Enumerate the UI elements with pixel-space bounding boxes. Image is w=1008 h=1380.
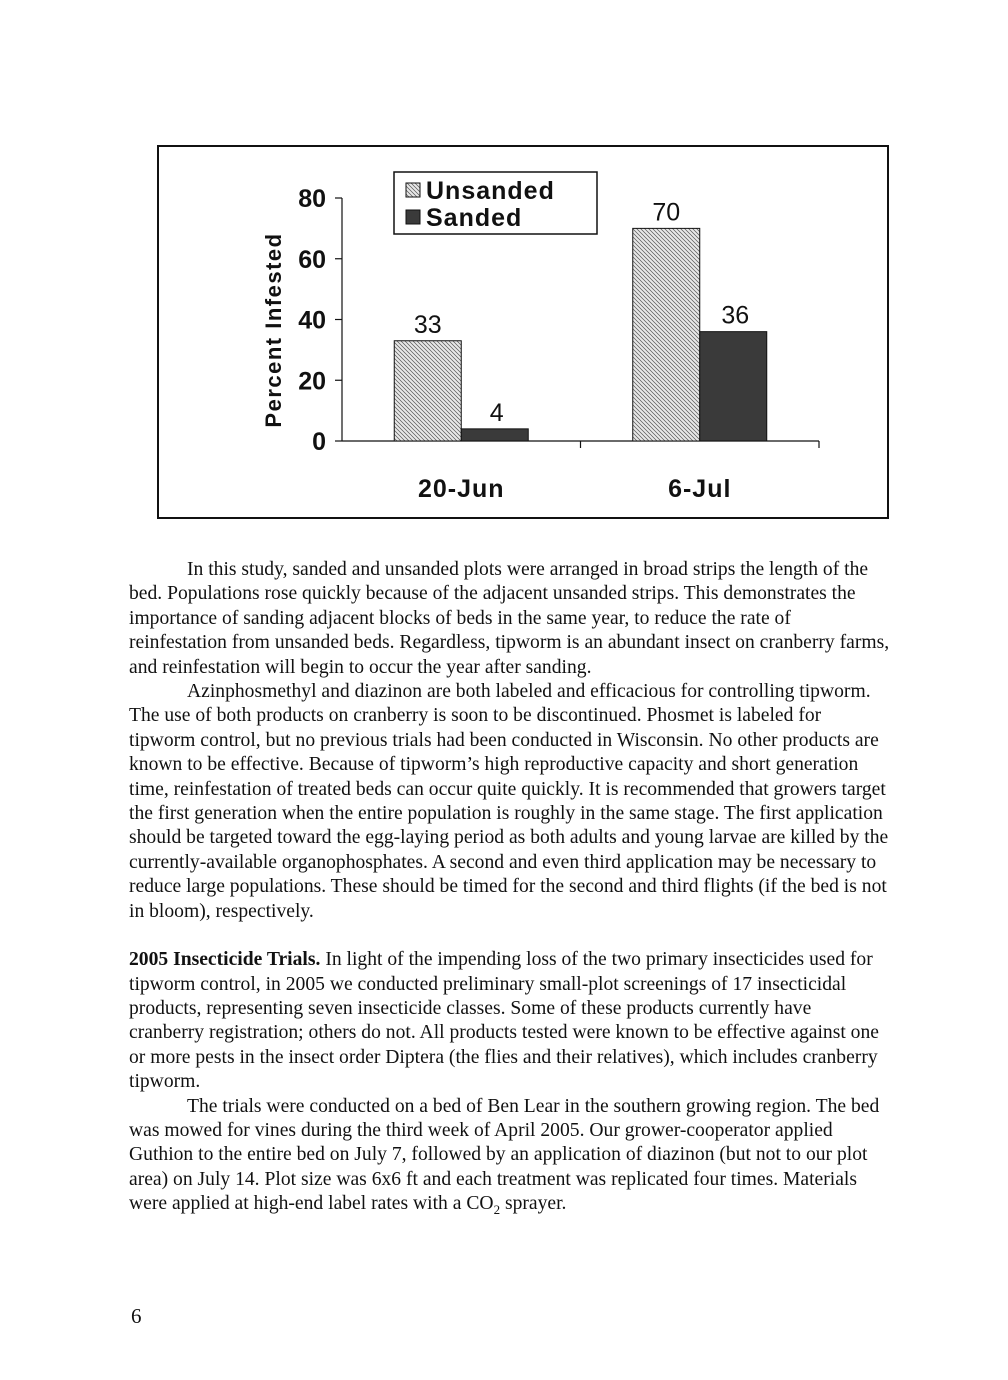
- paragraph-3: [129, 948, 891, 1094]
- legend-swatch-sanded: [406, 210, 420, 224]
- paragraph-4-text: The trials were conducted on a bed of Ben Lear in the southern growing region. The bed was mowed for vines during the third week of April 2005. Our grower-cooperator applied Guthion to the entire bed on July 7, followed by an application of diazinon (but not to our plot area) on July 14. Plot size was 6x6 ft and each treatment was replicated four times. Materials were applied at high-end label rates with a: [129, 1095, 880, 1215]
- data-label: 33: [413, 310, 442, 339]
- paragraph-2: Azinphosmethyl and diazinon are both labeled and efficacious for controlling tipworm. The use of both products on cranberry is soon to be discontinued. Phosmet is labeled for tipworm control, but no previous trials had been conducted in Wisconsin. No other products are known to be effective. Because of tipworm’s high reproductive capacity and short generation time, reinfestation of treated beds can occur quite quickly. It is recommended that growers target the first generation when the entire population is roughly in the same stage. The first application should be targeted toward the egg-laying period as both adults and young larvae are killed by the currently-available organophosphates. A second and even third application may be necessary to reduce large populations. These should be timed for the second and third flights (if the bed is not in bloom), respectively.: [129, 681, 889, 922]
- paragraph-4: [129, 1095, 891, 1223]
- legend-label-unsanded: Unsanded: [426, 177, 555, 205]
- y-tick-label: 80: [298, 185, 326, 213]
- bar-unsanded-20-jun: [394, 341, 461, 441]
- section-heading: 2005 Insecticide Trials.: [129, 949, 321, 971]
- paragraph-1: In this study, sanded and unsanded plots were arranged in broad strips the length of the bed. Populations rose quickly because of the adjacent unsanded strips. This demonstrates the importance of sanding adjacent blocks of beds in the same year, to reduce the rate of reinfestation from unsanded beds. Regardless, tipworm is an abundant insect on cranberry farms, and reinfestation will begin to occur the year after sanding.: [129, 559, 890, 678]
- paragraph-3-text: In light of the impending loss of the two primary insecticides used for tipworm control, in 2005 we conducted preliminary small-plot screenings of 17 insecticidal products, representing seven insecticide classes. Some of these products currently have cranberry registration; others do not. All products tested were known to be effective against one or more pests in the insect order Diptera (the flies and their relatives), which includes cranberry tipworm.: [129, 949, 879, 1093]
- x-tick-label: 6-Jul: [668, 475, 732, 503]
- y-axis-title: Percent Infested: [261, 232, 286, 428]
- y-tick-label: 0: [312, 428, 326, 456]
- legend: [394, 172, 597, 234]
- y-tick-label: 60: [298, 245, 326, 274]
- body-text: [129, 558, 891, 1222]
- data-label: 36: [721, 301, 750, 330]
- paragraph-4-end: sprayer.: [504, 1193, 567, 1215]
- chart-frame: [157, 145, 889, 519]
- data-label: 4: [489, 398, 504, 427]
- y-tick-label: 20: [298, 367, 326, 396]
- legend-label-sanded: Sanded: [426, 204, 523, 232]
- data-label: 70: [652, 198, 681, 227]
- bar-chart: [159, 147, 891, 521]
- page-number: 6: [131, 1304, 142, 1328]
- bar-unsanded-6-jul: [633, 228, 700, 441]
- co2-formula: $CO_2$: [466, 1193, 501, 1218]
- bar-sanded-6-jul: [700, 332, 767, 441]
- y-tick-label: 40: [298, 306, 326, 335]
- bar-sanded-20-jun: [461, 429, 528, 441]
- legend-swatch-unsanded: [406, 183, 420, 197]
- x-tick-label: 20-Jun: [417, 475, 505, 503]
